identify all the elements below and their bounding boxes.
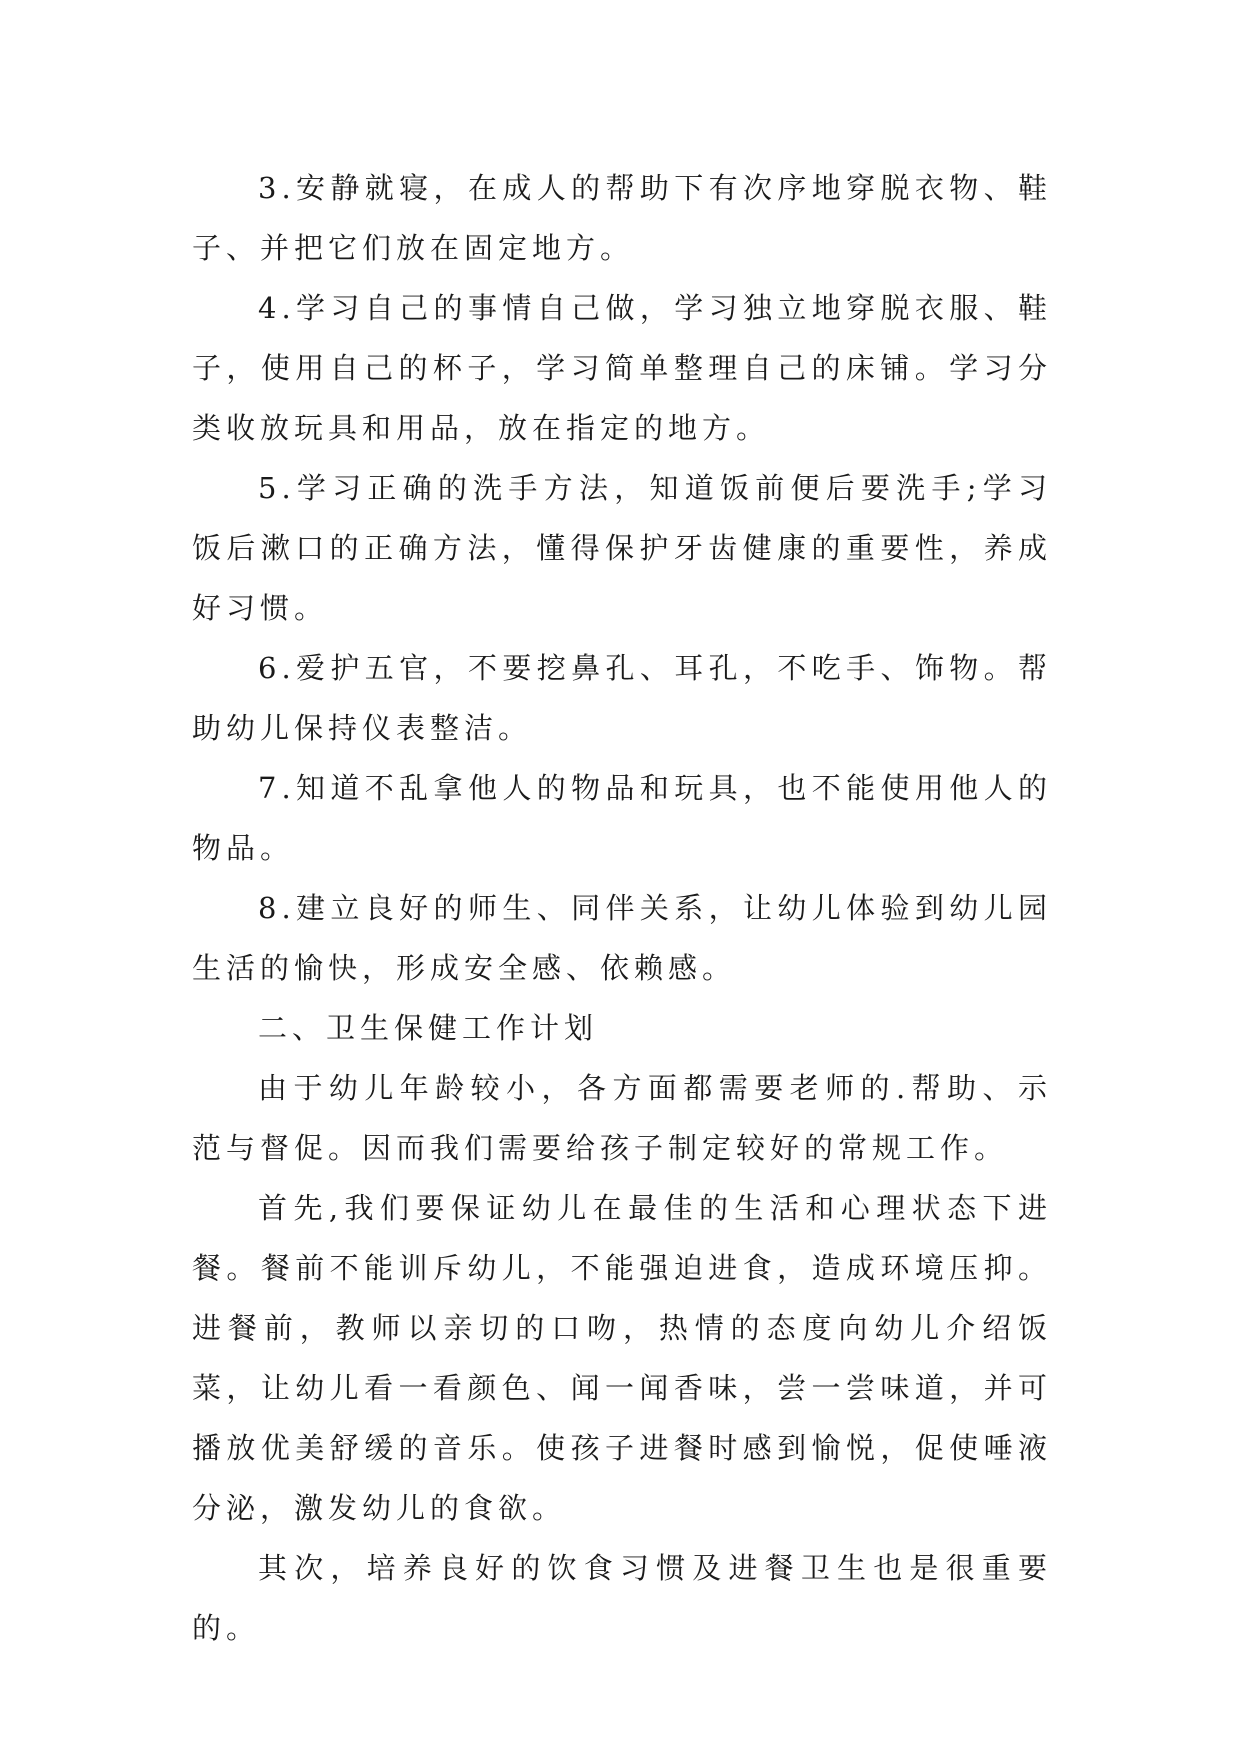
paragraph-second: 其次，培养良好的饮食习惯及进餐卫生也是很重要的。 xyxy=(192,1551,1052,1645)
paragraph-intro: 由于幼儿年龄较小，各方面都需要老师的.帮助、示范与督促。因而我们需要给孩子制定较好的常规工作。 xyxy=(192,1071,1052,1165)
paragraph-first: 首先,我们要保证幼儿在最佳的生活和心理状态下进餐。餐前不能训斥幼儿，不能强迫进食，造成环境压抑。进餐前，教师以亲切的口吻，热情的态度向幼儿介绍饭菜，让幼儿看一看颜色、闻一闻香味，尝一尝味道，并可播放优美舒缓的音乐。使孩子进餐时感到愉悦，促使唾液分泌，激发幼儿的食欲。 xyxy=(192,1191,1052,1525)
paragraph-item-5: 5.学习正确的洗手方法，知道饭前便后要洗手;学习饭后漱口的正确方法，懂得保护牙齿健康的重要性，养成好习惯。 xyxy=(192,471,1052,625)
paragraph-item-6: 6.爱护五官，不要挖鼻孔、耳孔，不吃手、饰物。帮助幼儿保持仪表整洁。 xyxy=(192,651,1052,745)
paragraph-item-4: 4.学习自己的事情自己做，学习独立地穿脱衣服、鞋子，使用自己的杯子，学习简单整理自己的床铺。学习分类收放玩具和用品，放在指定的地方。 xyxy=(192,291,1052,445)
paragraph-item-3: 3.安静就寝，在成人的帮助下有次序地穿脱衣物、鞋子、并把它们放在固定地方。 xyxy=(192,171,1052,265)
paragraph-item-8: 8.建立良好的师生、同伴关系，让幼儿体验到幼儿园生活的愉快，形成安全感、依赖感。 xyxy=(192,891,1052,985)
document-body xyxy=(192,158,1052,1658)
section-heading: 二、卫生保健工作计划 xyxy=(258,1011,599,1045)
paragraph-item-7: 7.知道不乱拿他人的物品和玩具，也不能使用他人的物品。 xyxy=(192,771,1052,865)
